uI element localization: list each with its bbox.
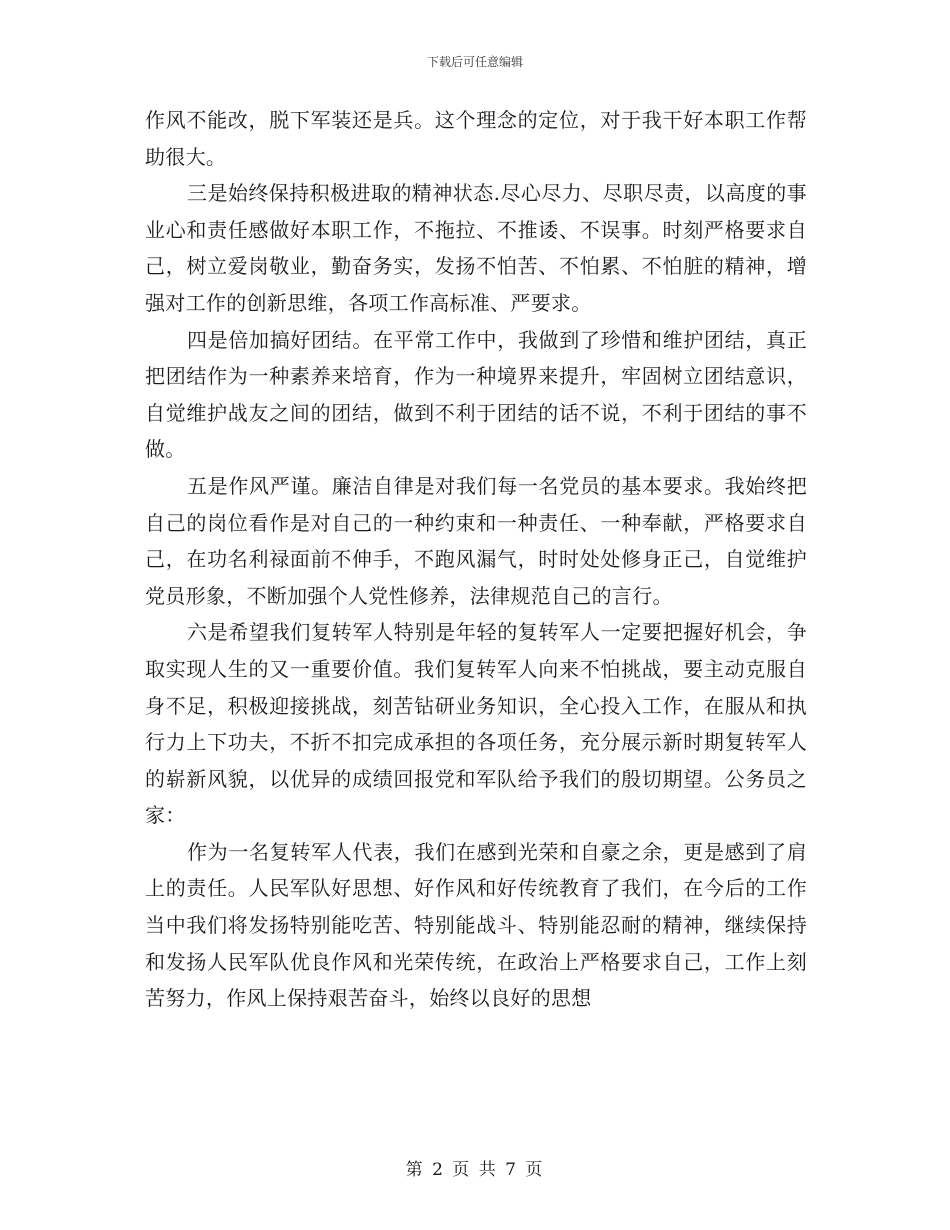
document-body [145,102,807,1017]
paragraph-5: 六是希望我们复转军人特别是年轻的复转军人一定要把握好机会，争取实现人生的又一重要价值。我们复转军人向来不怕挑战，要主动克服自身不足，积极迎接挑战，刻苦钻研业务知识，全心投入工作，在服从和执行力上下功夫，不折不扣完成承担的各项任务，充分展示新时期复转军人的崭新风貌，以优异的成绩回报党和军队给予我们的殷切期望。公务员之家： [145,620,807,828]
paragraph-6: 作为一名复转军人代表，我们在感到光荣和自豪之余，更是感到了肩上的责任。人民军队好思想、好作风和好传统教育了我们，在今后的工作当中我们将发扬特别能吃苦、特别能战斗、特别能忍耐的精神，继续保持和发扬人民军队优良作风和光荣传统，在政治上严格要求自己，工作上刻苦努力，作风上保持艰苦奋斗，始终以良好的思想 [145,839,807,1011]
paragraph-1: 作风不能改，脱下军装还是兵。这个理念的定位，对于我干好本职工作帮助很大。 [145,108,807,169]
page-header: 下载后可任意编辑 [426,55,523,69]
paragraph-2: 三是始终保持积极进取的精神状态.尽心尽力、尽职尽责，以高度的事业心和责任感做好本职工作，不拖拉、不推诿、不误事。时刻严格要求自己，树立爱岗敬业，勤奋务实，发扬不怕苦、不怕累、不怕脏的精神，增强对工作的创新思维，各项工作高标准、严要求。 [145,181,807,315]
paragraph-4: 五是作风严谨。廉洁自律是对我们每一名党员的基本要求。我始终把自己的岗位看作是对自己的一种约束和一种责任、一种奉献，严格要求自己，在功名利禄面前不伸手，不跑风漏气，时时处处修身正己，自觉维护党员形象，不断加强个人党性修养，法律规范自己的言行。 [145,473,807,608]
paragraph-3: 四是倍加搞好团结。在平常工作中，我做到了珍惜和维护团结，真正把团结作为一种素养来培育，作为一种境界来提升，牢固树立团结意识，自觉维护战友之间的团结，做到不利于团结的话不说，不利于团结的事不做。 [145,327,807,462]
page-number: 第 2 页 共 7 页 [405,1160,545,1180]
